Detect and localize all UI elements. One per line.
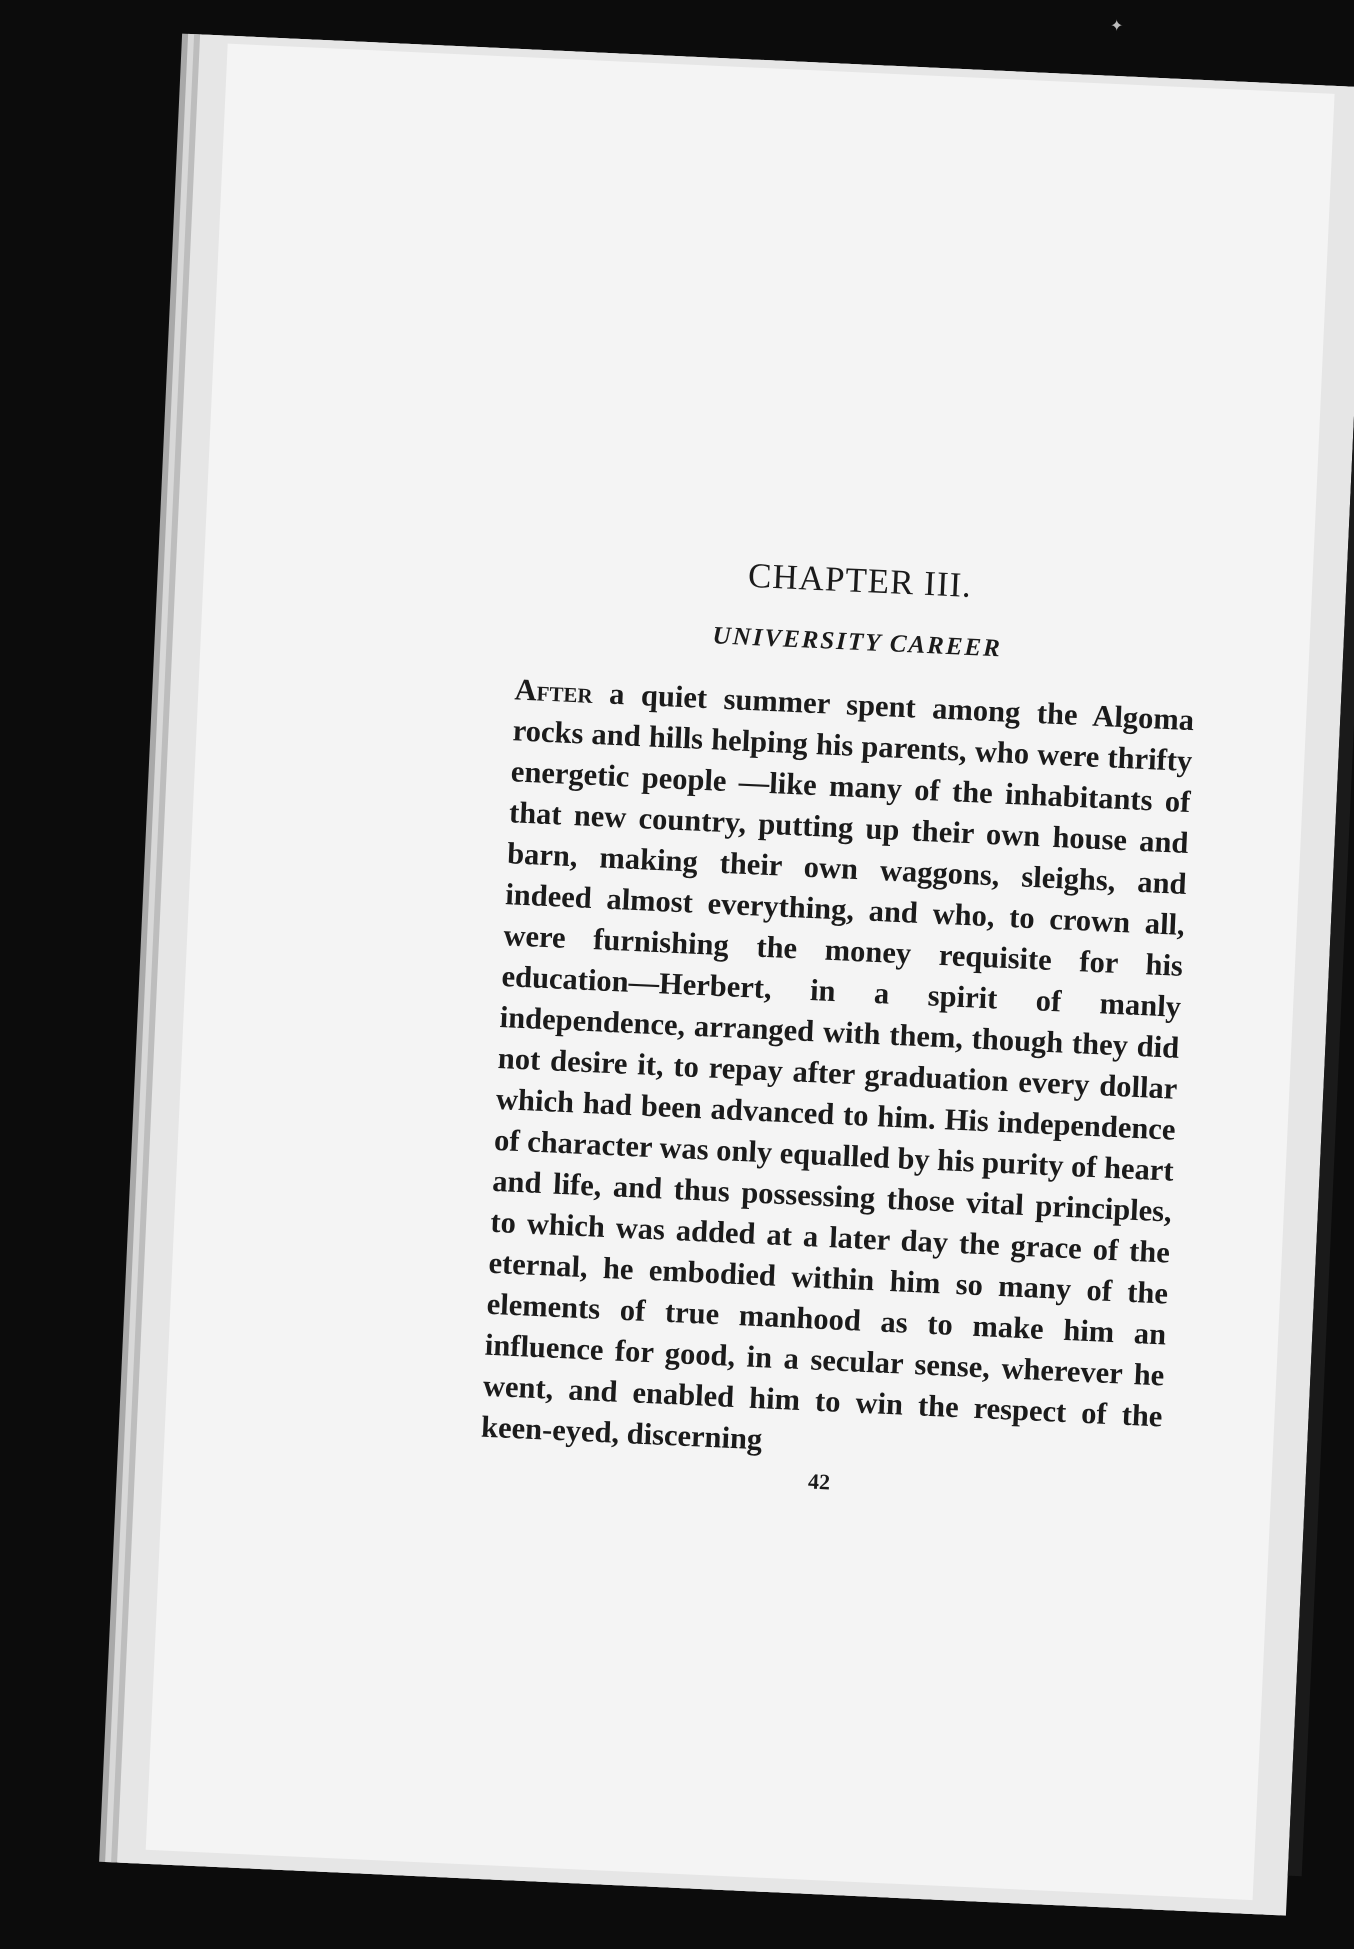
first-word: After <box>513 672 594 710</box>
book-page-stack <box>117 34 1354 1915</box>
page-text-block <box>479 545 1201 1510</box>
body-paragraph <box>480 669 1195 1478</box>
chapter-heading: CHAPTER III. <box>747 555 973 605</box>
book-page <box>146 44 1335 1900</box>
chapter-subtitle: UNIVERSITY CAREER <box>712 622 1003 663</box>
film-mark-icon: ✦ <box>1110 16 1124 35</box>
body-text: a quiet summer spent among the Algoma rocks and hills helping his parents, who were thrifty energetic people —like many of the inhabitants of that new country, putting up their own house and barn, making their own waggons, sleighs, and indeed almost everything, and who, to crown all, were furnishing the money requisite for his education—Herbert, in a spirit of manly independence, arranged with them, though they did not desire it, to repay after graduation every dollar which had been advanced to him. His independence of character was only equalled by his purity of heart and life, and thus possessing those vital principles, to which was added at a later day the grace of the eternal, he embodied within him so many of the elements of true manhood as to make him an influence for good, in a secular sense, wherever he went, and enabled him to win the respect of the keen-eyed, discerning <box>480 675 1195 1457</box>
page-number: 42 <box>807 1468 831 1495</box>
